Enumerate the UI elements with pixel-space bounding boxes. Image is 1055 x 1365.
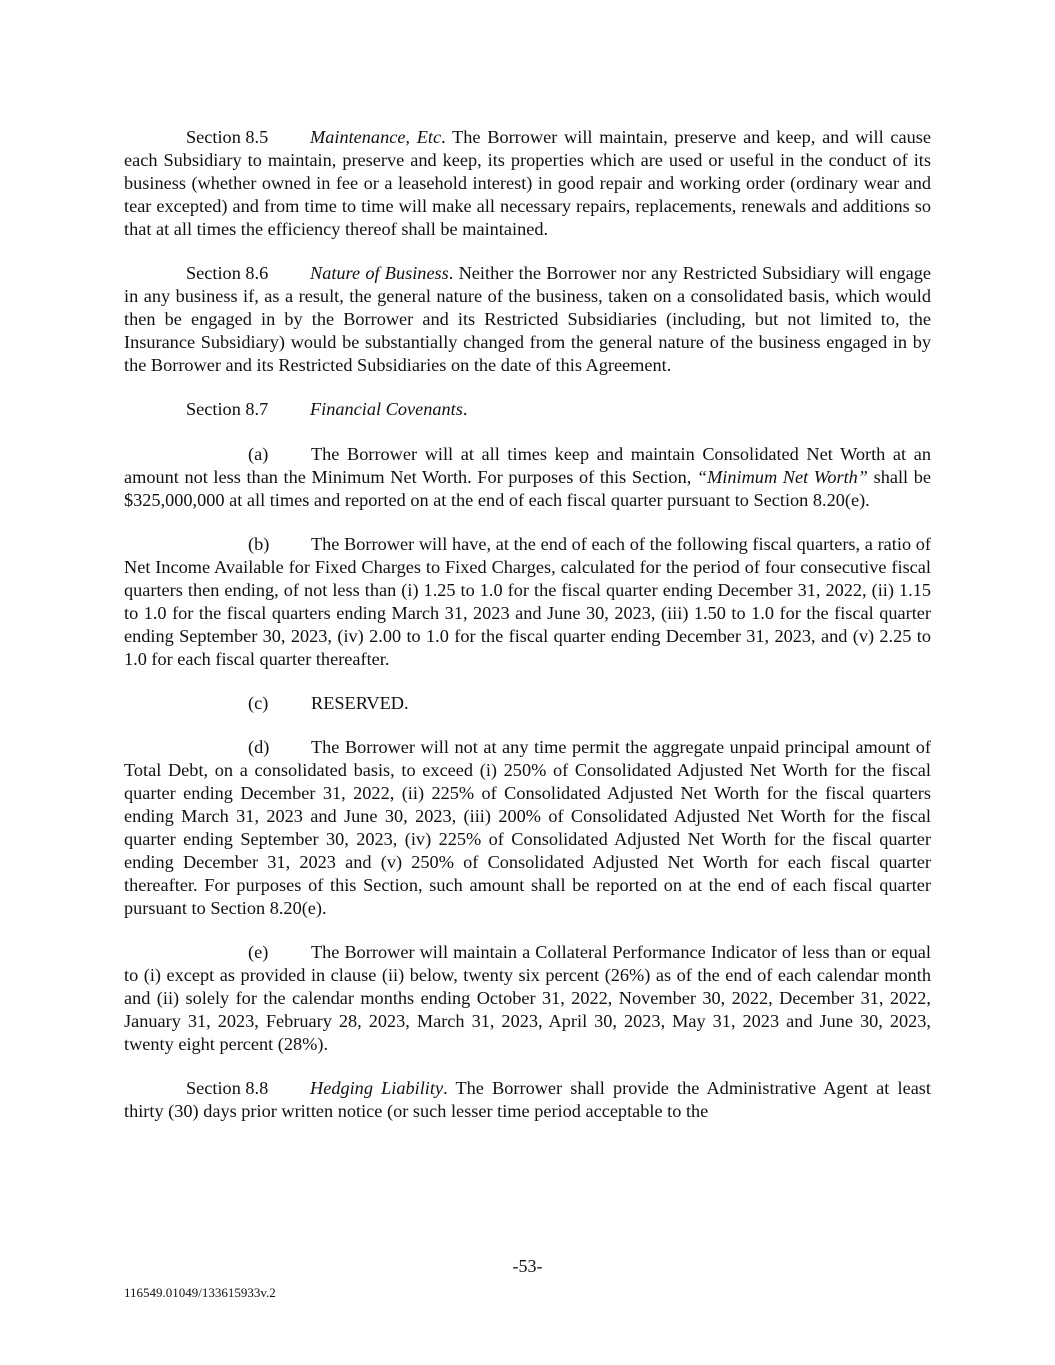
page-number: -53-: [512, 1256, 543, 1276]
clause-c: [124, 692, 931, 715]
document-id: 116549.01049/133615933v.2: [124, 1285, 276, 1300]
section-8-7: [124, 398, 931, 421]
clause-text: The Borrower will at all times keep and maintain Consolidated Net Worth at an amount not less than the Minimum Net Worth. For purposes of this Section,: [124, 444, 931, 487]
clause-text: RESERVED.: [311, 693, 409, 713]
clause-label: (b): [248, 534, 270, 554]
section-body: . The Borrower will maintain, preserve and keep, and will cause each Subsidiary to maintain, preserve and keep, its properties which are used or useful in the conduct of its business (whether owned in fee or a leasehold interest) in good repair and working order (ordinary wear and tear excepted) and from time to time will make all necessary repairs, replacements, renewals and additions so that at all times the efficiency thereof shall be maintained.: [124, 127, 932, 239]
clause-e: [124, 941, 931, 1056]
section-title-punctuation: .: [462, 399, 468, 419]
clause-label: (e): [248, 942, 269, 962]
section-title: Financial Covenants: [310, 399, 463, 419]
section-body: . The Borrower shall provide the Administrative Agent at least thirty (30) days prior written notice (or such lesser time period acceptable to the: [124, 1078, 931, 1121]
defined-term: “Minimum Net Worth”: [696, 467, 868, 487]
clause-text: The Borrower will have, at the end of each of the following fiscal quarters, a ratio of Net Income Available for Fixed Charges to Fixed Charges, calculated for the period of four consecutive fiscal quarters then ending, of not less than (i) 1.25 to 1.0 for the fiscal quarter ending December 31, 2022, (ii) 1.15 to 1.0 for the fiscal quarters ending March 31, 2023 and June 30, 2023, (iii) 1.50 to 1.0 for the fiscal quarter ending September 30, 2023, (iv) 2.00 to 1.0 for the fiscal quarter ending December 31, 2023, and (v) 2.25 to 1.0 for each fiscal quarter thereafter.: [124, 534, 931, 669]
clause-label: (d): [248, 737, 270, 757]
section-8-8: [124, 1077, 931, 1123]
section-title: Nature of Business: [310, 263, 449, 283]
section-number: Section 8.8: [186, 1078, 269, 1098]
clause-b: [124, 533, 931, 671]
section-body: . Neither the Borrower nor any Restricted Subsidiary will engage in any business if, as a result, the general nature of the business, taken on a consolidated basis, which would then be engaged in by the Borrower and its Restricted Subsidiaries (including, but not limited to, the Insurance Subsidiary) would be substantially changed from the general nature of the business engaged in by the Borrower and its Restricted Subsidiaries on the date of this Agreement.: [124, 263, 932, 375]
section-number: Section 8.7: [186, 399, 269, 419]
clause-text-continued: shall be $325,000,000 at all times and reported on at the end of each fiscal quarter pursuant to Section 8.20(e).: [124, 467, 931, 510]
section-title: Hedging Liability: [310, 1078, 444, 1098]
clause-d: [124, 736, 931, 920]
clause-a: [124, 443, 931, 512]
clause-label: (c): [248, 693, 269, 713]
section-8-6: [124, 262, 931, 377]
document-page: [124, 126, 931, 1144]
section-number: Section 8.5: [186, 127, 269, 147]
clause-label: (a): [248, 444, 269, 464]
clause-text: The Borrower will maintain a Collateral Performance Indicator of less than or equal to (i) except as provided in clause (ii) below, twenty six percent (26%) as of the end of each calendar month and (ii) solely for the calendar months ending October 31, 2022, November 30, 2022, December 31, 2022, January 31, 2023, February 28, 2023, March 31, 2023, April 30, 2023, May 31, 2023 and June 30, 2023, twenty eight percent (28%).: [124, 942, 931, 1054]
clause-text: The Borrower will not at any time permit the aggregate unpaid principal amount of Total Debt, on a consolidated basis, to exceed (i) 250% of Consolidated Adjusted Net Worth for the fiscal quarter ending December 31, 2022, (ii) 225% of Consolidated Adjusted Net Worth for the fiscal quarters ending March 31, 2023 and June 30, 2023, (iii) 200% of Consolidated Adjusted Net Worth for the fiscal quarter ending September 30, 2023, (iv) 225% of Consolidated Adjusted Net Worth for the fiscal quarter ending December 31, 2023 and (v) 250% of Consolidated Adjusted Net Worth for each fiscal quarter thereafter. For purposes of this Section, such amount shall be reported on at the end of each fiscal quarter pursuant to Section 8.20(e).: [124, 737, 931, 918]
section-title: Maintenance, Etc: [310, 127, 442, 147]
section-8-5: [124, 126, 931, 241]
section-number: Section 8.6: [186, 263, 269, 283]
